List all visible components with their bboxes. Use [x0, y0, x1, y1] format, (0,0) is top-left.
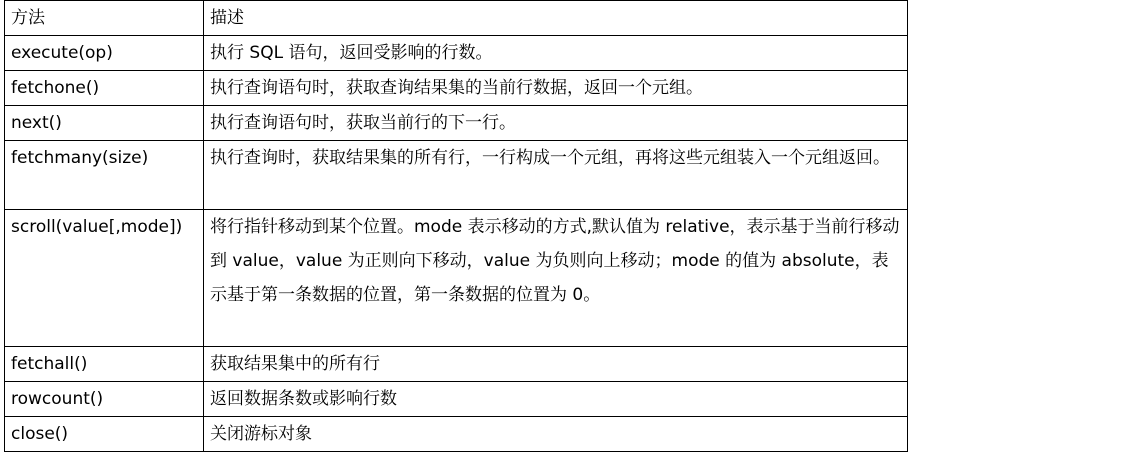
table-row	[5, 36, 908, 71]
method-cell: close()	[5, 417, 204, 452]
description-cell: 将行指针移动到某个位置。mode 表示移动的方式,默认值为 relative，表示基于当前行移动到 value，value 为正则向下移动，value 为负则向上移动；mode 的值为 absolute，表示基于第一条数据的位置，第一条数据的位置为 0。	[204, 210, 908, 347]
description-cell: 执行查询语句时，获取查询结果集的当前行数据，返回一个元组。	[204, 71, 908, 106]
description-cell: 执行查询语句时，获取当前行的下一行。	[204, 106, 908, 141]
table-row	[5, 106, 908, 141]
description-cell: 返回数据条数或影响行数	[204, 382, 908, 417]
table-row	[5, 141, 908, 210]
table-row	[5, 417, 908, 452]
description-cell: 获取结果集中的所有行	[204, 347, 908, 382]
table-row	[5, 382, 908, 417]
header-method-cell: 方法	[5, 1, 204, 36]
table-row	[5, 71, 908, 106]
table-row	[5, 347, 908, 382]
method-cell: fetchall()	[5, 347, 204, 382]
table-header-row	[5, 1, 908, 36]
table-row	[5, 210, 908, 347]
method-cell: next()	[5, 106, 204, 141]
method-cell: fetchone()	[5, 71, 204, 106]
method-cell: fetchmany(size)	[5, 141, 204, 210]
method-cell: rowcount()	[5, 382, 204, 417]
method-cell: scroll(value[,mode])	[5, 210, 204, 347]
header-description-cell: 描述	[204, 1, 908, 36]
description-cell: 执行查询时，获取结果集的所有行，一行构成一个元组，再将这些元组装入一个元组返回。	[204, 141, 908, 210]
description-cell: 执行 SQL 语句，返回受影响的行数。	[204, 36, 908, 71]
description-cell: 关闭游标对象	[204, 417, 908, 452]
method-cell: execute(op)	[5, 36, 204, 71]
cursor-methods-table	[4, 0, 908, 452]
